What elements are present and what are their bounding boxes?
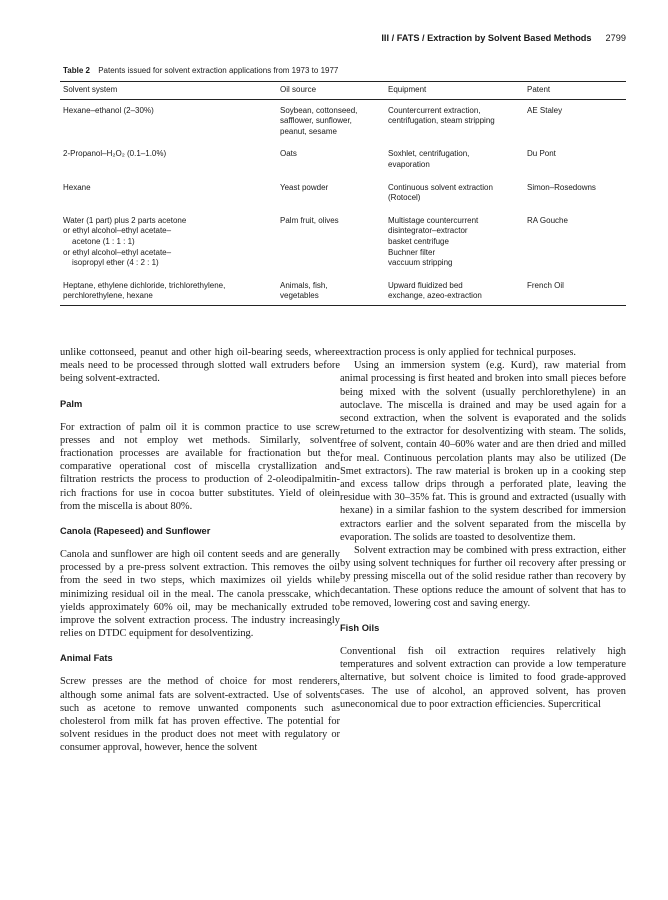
cell-line: Hexane–ethanol (2–30%) [63,105,154,115]
running-header [60,33,626,43]
cell-line: Oats [280,149,297,159]
cell-line: Water (1 part) plus 2 parts acetone [63,215,187,225]
cell-line: or ethyl alcohol–ethyl acetate– [63,226,172,236]
table-2 [60,58,626,306]
paragraph-palm: For extraction of palm oil it is common practice to use screw presses and not employ wet methods. Similarly, solvent fractionation processes are available for fractionation but the comparative operational cost of miscella crystallization and filtration restricts the process to production of 2-oleodipalmitin-rich fractions for use in cocoa butter substitutes. Yield of olein from the miscella is about 80%. [60,421,340,512]
table-row [60,144,626,177]
cell-line: Upward fluidized bed [388,280,463,290]
table-cell-solvent [60,211,277,276]
cell-line: Yeast powder [280,182,329,192]
cell-line: Animals, fish, [280,280,328,290]
table-row [60,276,626,306]
page-number: 2799 [605,33,626,43]
column-header-patent: Patent [524,82,626,100]
table-cell-patent [524,99,626,144]
cell-line: Heptane, ethylene dichloride, trichlorethylene, [63,280,226,290]
patents-table [60,81,626,306]
table-cell-patent [524,211,626,276]
table-cell-solvent [60,99,277,144]
table-row [60,178,626,211]
cell-line: Soybean, cottonseed, [280,105,358,115]
table-cell-equipment [385,99,524,144]
table-cell-source [277,144,385,177]
paragraph-continuation: extraction process is only applied for technical purposes. [340,347,577,358]
cell-line: centrifugation, steam stripping [388,116,495,126]
table-cell-source [277,178,385,211]
cell-line: perchlorethylene, hexane [63,291,153,301]
column-header-equipment: Equipment [385,82,524,100]
heading-canola: Canola (Rapeseed) and Sunflower [60,526,211,537]
cell-line: Buchner filter [388,247,436,257]
table-cell-source [277,211,385,276]
cell-line: French Oil [527,280,564,290]
table-cell-patent [524,276,626,306]
table-cell-solvent [60,144,277,177]
cell-line: isopropyl ether (4 : 2 : 1) [72,258,159,268]
table-cell-patent [524,178,626,211]
cell-line: (Rotocel) [388,193,421,203]
table-cell-equipment [385,144,524,177]
cell-line: evaporation [388,159,430,169]
heading-animal-fats: Animal Fats [60,653,113,664]
table-caption [60,58,626,81]
paragraph-immersion: Using an immersion system (e.g. Kurd), raw material from animal processing is first heated and broken into small pieces before being mixed with the solvent (usually perchlorethylene) in an autoclave. The miscella is drained and may be used again for a second extraction, when the solvent is evaporated and the solids returned to the extractor for desolventizing with steam. The solids, free of solvent, contain 40–60% water and are then dried and milled for meal. Continuous percolation plants may also be utilized (De Smet extractors). The raw material is broken up in a cooking step and excess tallow drips through a perforated plate, leaving the residue with 30–35% fat. This is ground and extracted (usually with hexane) in a similar fashion to the system described for immersion extractors earlier and the solvent separated from the miscella by evaporation. The solids are toasted to desolventize them. [340,360,626,543]
table-caption-text: Patents issued for solvent extraction applications from 1973 to 1977 [98,66,339,75]
cell-line: vaccuum stripping [388,258,453,268]
paragraph-fish-oils: Conventional fish oil extraction requires relatively high temperatures and solvent extraction can provide a low temperature alternative, but solvent choice is limited to food grade-approved cases. The use of alcohol, an approved solvent, has proven uneconomical due to poor extraction efficiencies. Supercritical [340,646,626,710]
cell-line: vegetables [280,291,319,301]
cell-line: AE Staley [527,105,563,115]
cell-line: Du Pont [527,149,556,159]
cell-line: basket centrifuge [388,236,449,246]
right-column [340,346,626,711]
table-cell-solvent [60,276,277,306]
table-cell-source [277,99,385,144]
table-header-row [60,82,626,100]
table-row [60,99,626,144]
table-label: Table 2 [63,66,90,75]
table-cell-equipment [385,276,524,306]
cell-line: disintegrator–extractor [388,226,468,236]
table-cell-equipment [385,211,524,276]
cell-line: peanut, sesame [280,126,337,136]
left-column [60,346,340,755]
paragraph-intro: unlike cottonseed, peanut and other high oil-bearing seeds, where meals need to be processed through slotted wall extruders before being solvent-extracted. [60,347,340,385]
cell-line: Hexane [63,182,91,192]
cell-line: acetone (1 : 1 : 1) [72,236,135,246]
table-cell-solvent [60,178,277,211]
cell-line: Soxhlet, centrifugation, [388,149,470,159]
column-header-solvent: Solvent system [60,82,277,100]
table-row [60,211,626,276]
paragraph-press: Solvent extraction may be combined with press extraction, either by using solvent techniques for further oil recovery after pressing or by pressing miscella out of the solid residue rather than recovery by decantation. These options reduce the amount of solvent that has to be removed, lowering cost and saving energy. [340,545,626,609]
paragraph-animal-fats: Screw presses are the method of choice for most renderers, although some animal fats are solvent-extracted. Use of solvents such as acetone to remove unwanted components such as cholesterol from milk fat has proven effective. The potential for solvent residues in the product does not meet with regulatory or consumer approval, however, hence the solvent [60,676,340,754]
table-cell-source [277,276,385,306]
column-header-source: Oil source [277,82,385,100]
running-title: III / FATS / Extraction by Solvent Based Methods [381,33,592,43]
heading-palm: Palm [60,398,83,409]
paragraph-canola: Canola and sunflower are high oil content seeds and are generally processed by a pre-press solvent extraction. This removes the oil from the seed in two steps, which maximizes oil yields while minimizing residual oil in the meal. The canola presscake, which yields approximately 60% oil, may be mechanically extruded to improve the solvent extraction process. The industry increasingly relies on DTDC equipment for desolventizing. [60,549,340,640]
cell-line: exchange, azeo-extraction [388,291,482,301]
table-cell-equipment [385,178,524,211]
cell-line: Countercurrent extraction, [388,105,481,115]
cell-line: Multistage countercurrent [388,215,479,225]
table-cell-patent [524,144,626,177]
table-body [60,99,626,305]
cell-line: Simon–Rosedowns [527,182,596,192]
heading-fish-oils: Fish Oils [340,623,380,634]
cell-line: or ethyl alcohol–ethyl acetate– [63,247,172,257]
cell-line: RA Gouche [527,215,568,225]
cell-line: 2-Propanol–H₂O₂ (0.1–1.0%) [63,149,167,159]
cell-line: Continuous solvent extraction [388,182,493,192]
cell-line: Palm fruit, olives [280,215,339,225]
cell-line: safflower, sunflower, [280,116,352,126]
